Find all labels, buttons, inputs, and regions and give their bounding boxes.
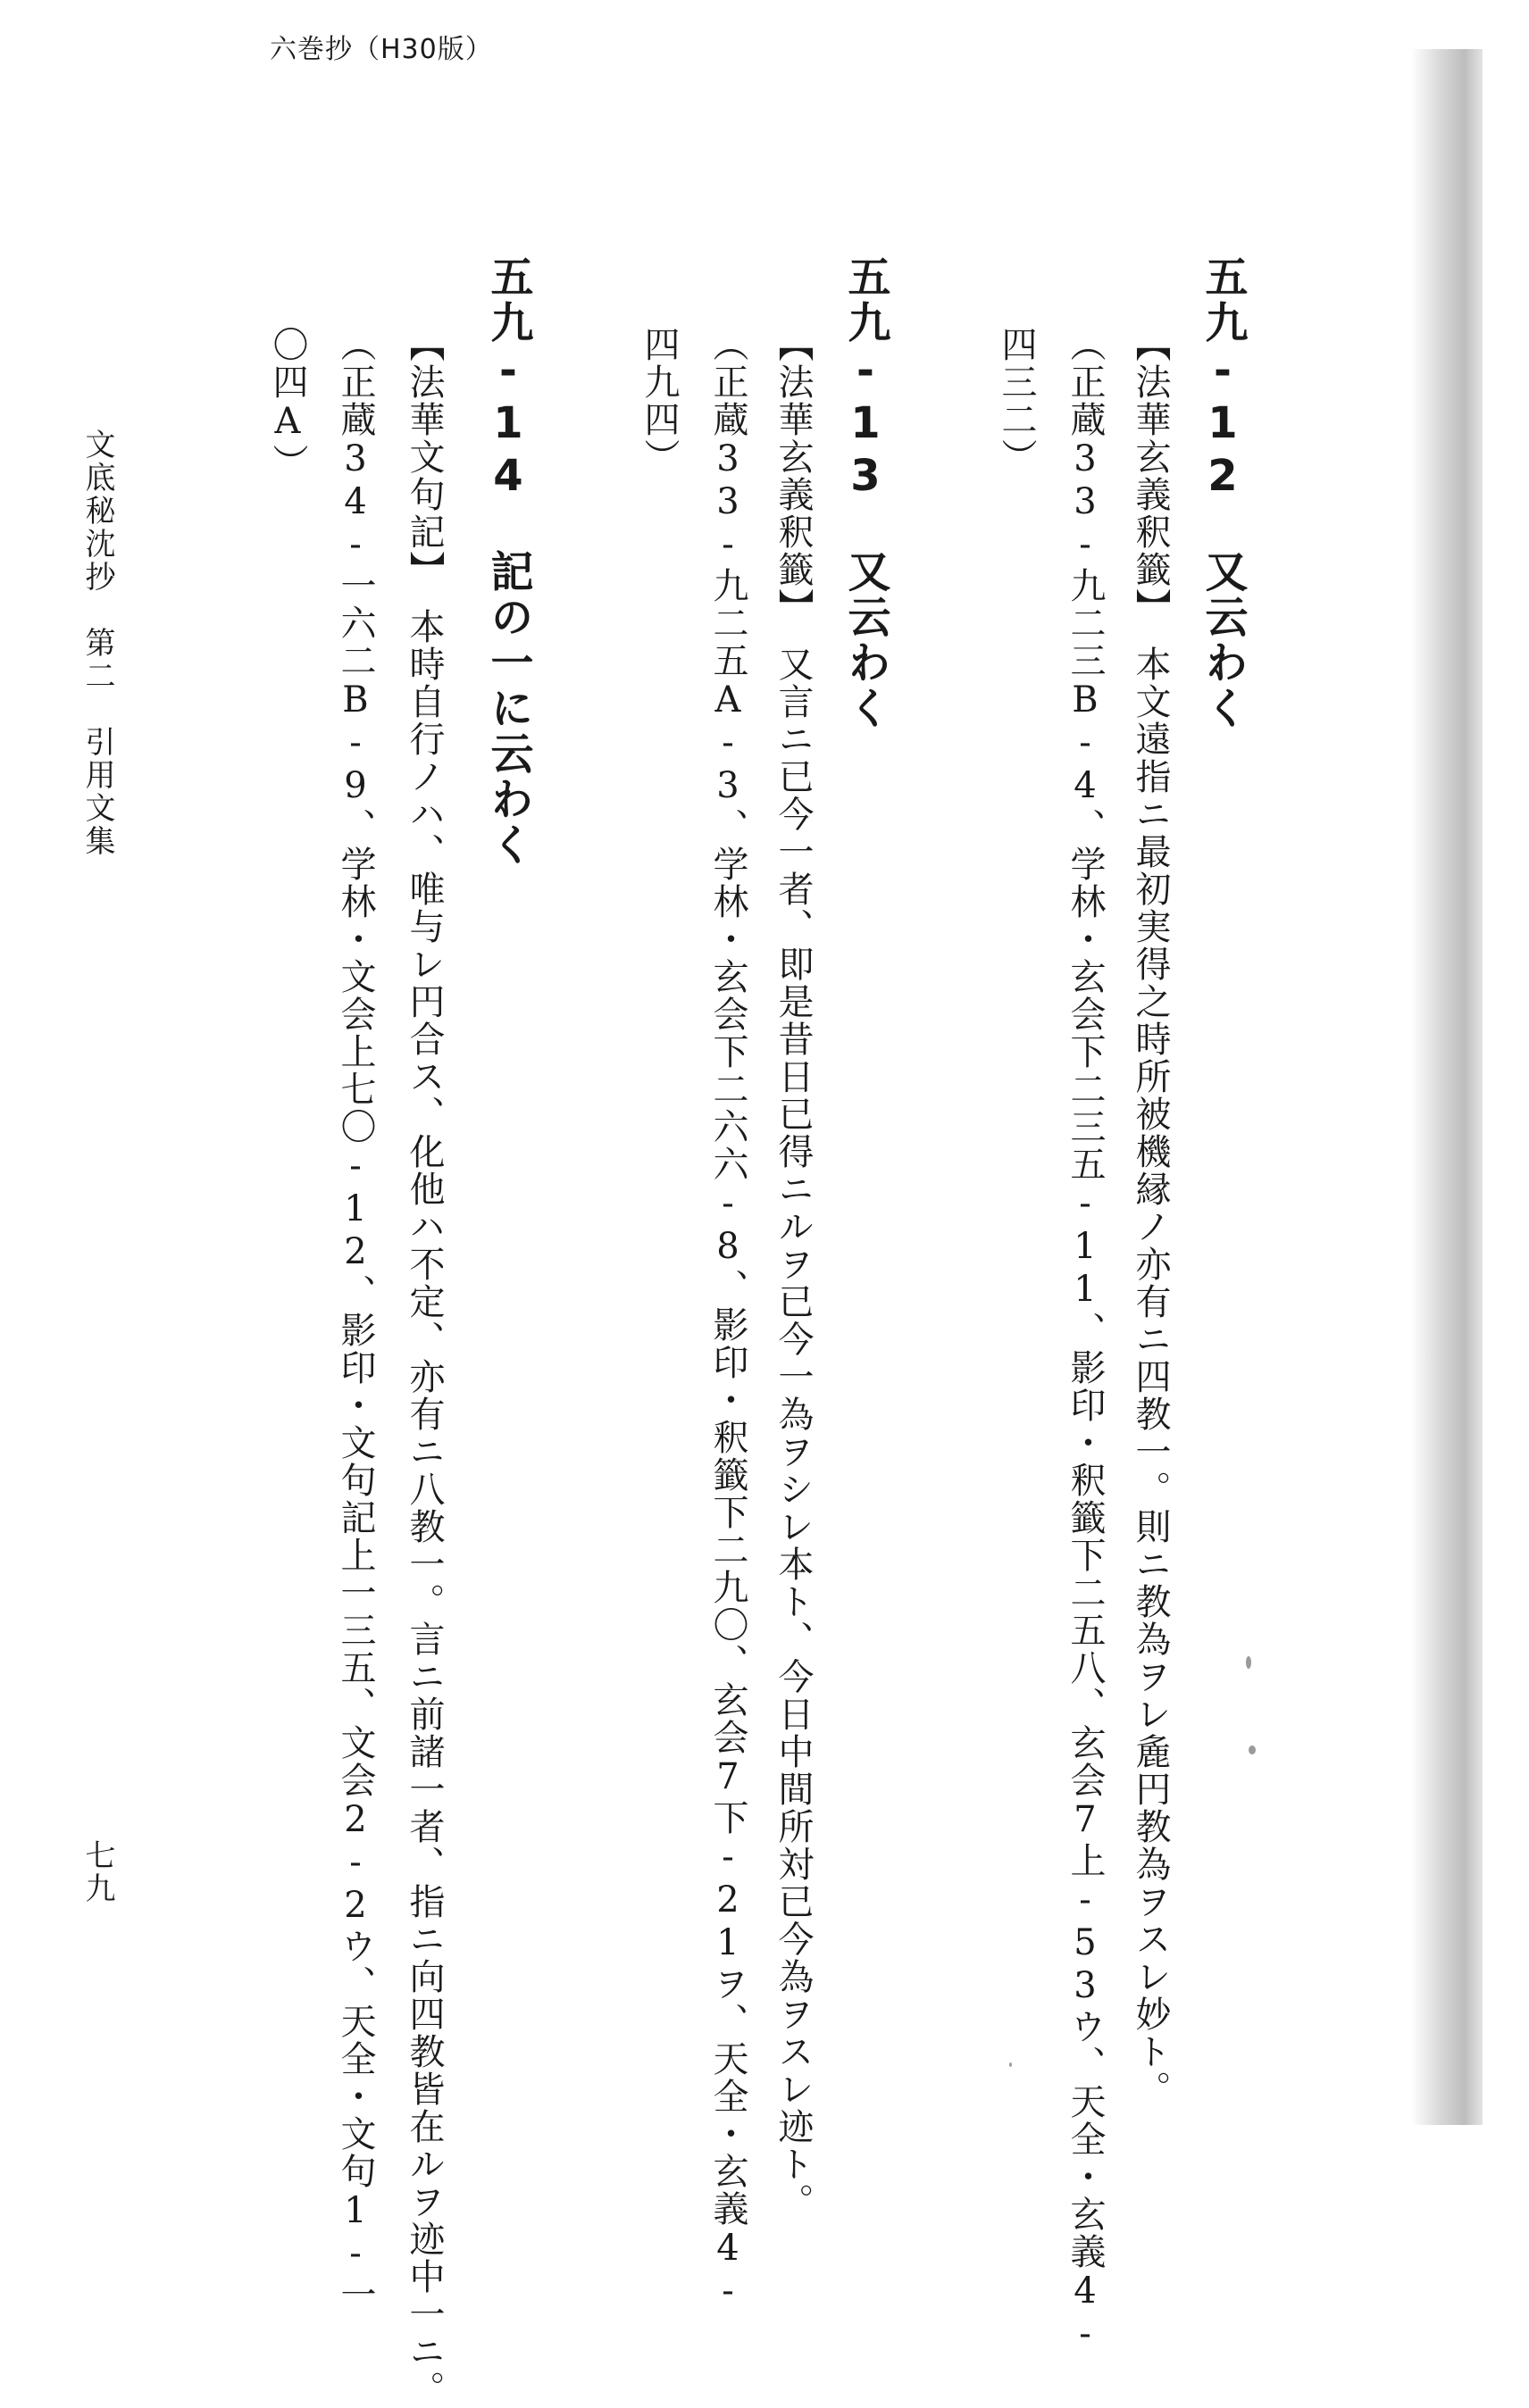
page-number: 七九: [79, 1839, 115, 1905]
entry-line: 四九四）: [639, 326, 680, 476]
scan-speck: [1246, 1656, 1251, 1669]
entry-line: （正蔵34‐一六二B‐9、学林・文会上七〇‐12、影印・文句記上一三五、文会2‐2ウ、天全・文句1‐一: [335, 326, 376, 2313]
entry-heading: 五九‐14 記の一に云わく: [483, 254, 533, 868]
scan-speck: [1249, 1746, 1256, 1754]
entry-heading: 五九‐12 又云わく: [1198, 254, 1248, 731]
entry-line: （正蔵33‐九二三B‐4、学林・玄会下二三五‐11、影印・釈籤下二五八、玄会7上‐53ウ、天全・玄義4‐: [1065, 326, 1106, 2356]
entry-line: 〇四A）: [267, 326, 308, 481]
entry-heading: 五九‐13 又云わく: [840, 254, 890, 731]
entry-line: 【法華玄義釈籤】 又言ニ已今一者、即是昔日已得ニルヲ已今一為ヲシレ本ト、今日中間所対已今為ヲスレ迹ト。: [773, 326, 814, 2221]
entry-line: 四三二）: [996, 326, 1037, 476]
entry-line: （正蔵33‐九二五A‐3、学林・玄会下二六六‐8、影印・釈籤下二九〇、玄会7下‐21ヲ、天全・玄義4‐: [707, 326, 748, 2313]
entry-line: 【法華文句記】 本時自行ノハ、唯与レ円合ス、化他ハ不定、亦有ニ八教一。言ニ前諸一者、指ニ向四教皆在ルヲ迹中一ニ。: [404, 326, 445, 2408]
running-title: 六巻抄（H30版）: [270, 34, 493, 65]
entry-line: 【法華玄義釈籤】 本文遠指ニ最初実得之時所被機縁ノ亦有ニ四教一。則ニ教為ヲレ麁円教為ヲスレ妙ト。: [1130, 326, 1171, 2108]
book-section-title: 文底秘沈抄 第二 引用文集: [79, 429, 115, 858]
scan-speck: [1009, 2062, 1012, 2067]
scan-edge-shadow: [1411, 49, 1483, 2125]
